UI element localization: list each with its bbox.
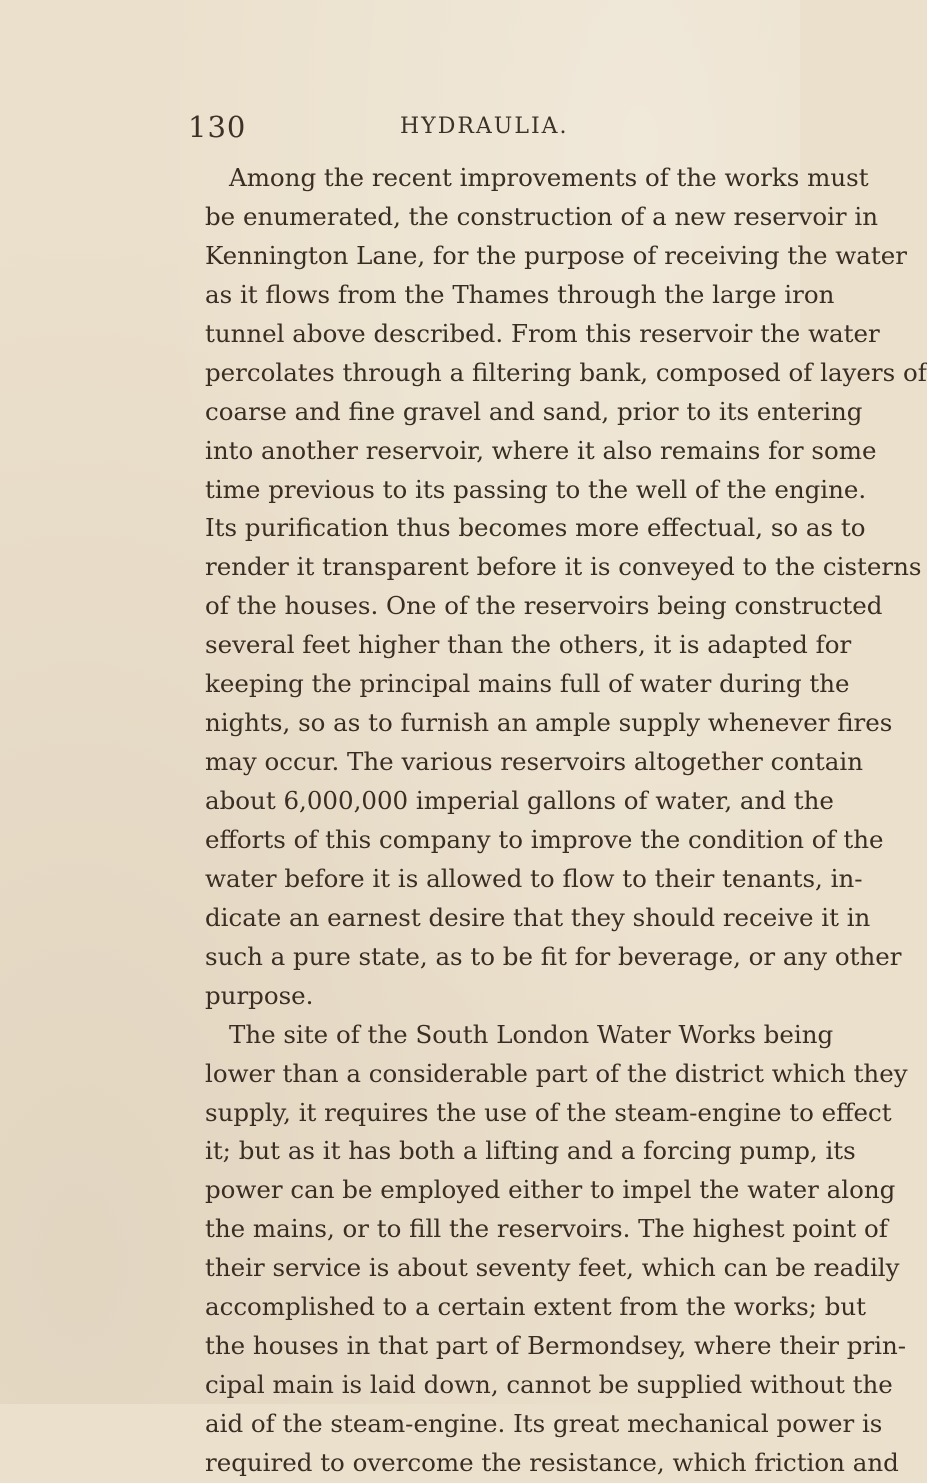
text-line: Among the recent improvements of the works must — [229, 163, 869, 192]
text-line: tunnel above described. From this reservoir the water — [205, 318, 880, 348]
paragraph — [205, 159, 927, 1016]
text-line: of the houses. One of the reservoirs being constructed — [205, 591, 883, 621]
text-line: aid of the steam-engine. Its great mechanical power is — [205, 1409, 883, 1438]
text-line: about 6,000,000 imperial gallons of water, and the — [205, 786, 834, 815]
text-line: supply, it requires the use of the steam-engine to effect — [205, 1097, 892, 1127]
text-line: time previous to its passing to the well of the engine. — [205, 474, 867, 504]
paragraph — [205, 1016, 908, 1483]
text-line: the mains, or to fill the reservoirs. The highest point of — [205, 1214, 888, 1244]
text-line: be enumerated, the construction of a new reservoir in — [205, 201, 879, 231]
text-line: as it flows from the Thames through the large iron — [205, 279, 835, 309]
text-line: the houses in that part of Bermondsey, where their prin- — [205, 1331, 907, 1361]
text-line: their service is about seventy feet, which can be readily — [205, 1253, 900, 1283]
text-line: water before it is allowed to flow to their tenants, in- — [205, 863, 863, 893]
text-line: render it transparent before it is conveyed to the cisterns — [205, 552, 922, 582]
text-line: efforts of this company to improve the condition of the — [205, 824, 884, 854]
text-line: may occur. The various reservoirs altogether contain — [205, 747, 863, 777]
text-line: power can be employed either to impel the water along — [205, 1175, 896, 1205]
text-line: The site of the South London Water Works being — [229, 1019, 834, 1049]
body-text — [205, 159, 927, 1483]
page-number: 130 — [188, 110, 247, 144]
text-line: accomplished to a certain extent from the works; but — [205, 1292, 867, 1322]
text-line: several feet higher than the others, it is adapted for — [205, 630, 852, 660]
running-title: HYDRAULIA. — [400, 114, 569, 139]
text-line: keeping the principal mains full of water during the — [205, 669, 850, 699]
page-header — [188, 110, 748, 150]
text-line: into another reservoir, where it also remains for some — [205, 435, 877, 465]
text-line: coarse and fine gravel and sand, prior to its entering — [205, 396, 863, 426]
text-line: required to overcome the resistance, which friction and — [205, 1447, 899, 1477]
text-line: nights, so as to furnish an ample supply whenever fires — [205, 708, 893, 738]
text-line: lower than a considerable part of the district which they — [205, 1058, 908, 1088]
text-line: purpose. — [205, 980, 314, 1010]
text-line: it; but as it has both a lifting and a forcing pump, its — [205, 1136, 856, 1166]
text-line: cipal main is laid down, cannot be supplied without the — [205, 1370, 893, 1400]
text-line: Its purification thus becomes more effectual, so as to — [205, 513, 866, 543]
text-line: percolates through a filtering bank, composed of layers of — [205, 357, 927, 387]
text-line: Kennington Lane, for the purpose of receiving the water — [205, 240, 907, 270]
text-line: such a pure state, as to be fit for beverage, or any other — [205, 941, 902, 971]
text-line: dicate an earnest desire that they should receive it in — [205, 902, 871, 932]
